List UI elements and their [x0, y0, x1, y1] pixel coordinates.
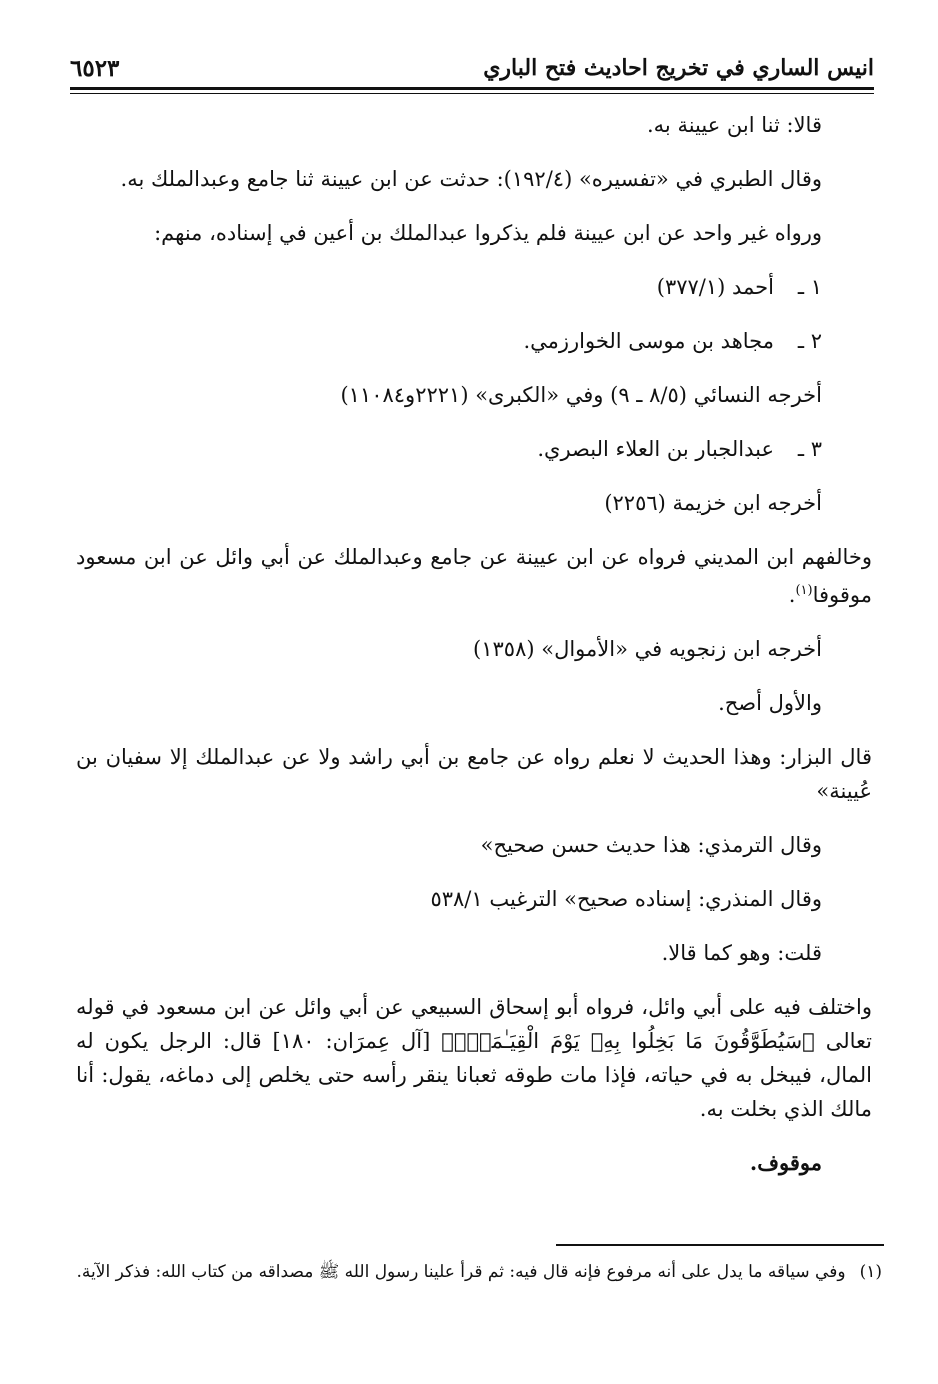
paragraph-text: وخالفهم ابن المديني فرواه عن ابن عيينة عن جامع وعبدالملك عن أبي وائل عن ابن مسعود موقوفا [76, 545, 872, 607]
paragraph-end: . [788, 583, 796, 607]
item-text: أحمد (٣٧٧/١) [656, 275, 774, 299]
footnote-reference[interactable]: (١) [795, 583, 813, 598]
item-number: ١ ـ [797, 275, 822, 299]
page-header [70, 50, 874, 86]
paragraph: قالا: ثنا ابن عيينة به. [646, 113, 822, 137]
main-text [76, 108, 872, 1200]
paragraph: واختلف فيه على أبي وائل، فرواه أبو إسحاق السبيعي عن أبي وائل عن ابن مسعود في قوله تعالى ﴿سَيُطَوَّقُونَ مَا بَخِلُوا بِهِۦ يَوْمَ الْقِيَـٰمَةِۗ﴾ [آل عِمرَان: ١٨٠] قال: الرجل يكون له المال، فيبخل به في حياته، فإذا مات طوقه ثعبانا ينقر رأسه حتى يخلص إلى دماغه، يقول: أنا مالك الذي بخلت به. [76, 995, 872, 1121]
paragraph: قلت: وهو كما قالا. [661, 941, 822, 965]
item-text: مجاهد بن موسى الخوارزمي. [523, 329, 774, 353]
paragraph: والأول أصح. [718, 691, 822, 715]
item-text: أخرجه ابن خزيمة (٢٢٥٦) [604, 491, 822, 515]
list-item [76, 324, 872, 358]
list-item [76, 270, 872, 304]
list-item [76, 486, 872, 520]
item-number: ٢ ـ [797, 329, 822, 353]
footnote-rule [556, 1244, 884, 1246]
paragraph: ورواه غير واحد عن ابن عيينة فلم يذكروا عبدالملك بن أعين في إسناده، منهم: [154, 221, 822, 245]
item-text: عبدالجبار بن العلاء البصري. [537, 437, 774, 461]
list-item [76, 378, 872, 412]
paragraph [76, 540, 872, 612]
header-rule-thick [70, 87, 874, 90]
header-rule-thin [70, 93, 874, 94]
paragraph: موقوف. [749, 1150, 822, 1175]
footnote-mark: (١) [859, 1262, 882, 1282]
list-item [76, 432, 872, 466]
item-number: ٣ ـ [797, 437, 822, 461]
running-title: انيس الساري في تخريج احاديث فتح الباري [483, 55, 874, 81]
paragraph: أخرجه ابن زنجويه في «الأموال» (١٣٥٨) [473, 637, 822, 661]
paragraph: وقال الترمذي: هذا حديث حسن صحيح» [480, 833, 822, 857]
footnote [72, 1258, 882, 1286]
paragraph: وقال الطبري في «تفسيره» (١٩٢/٤): حدثت عن ابن عيينة ثنا جامع وعبدالملك به. [120, 167, 822, 191]
page-number: ٦٥٢٣ [70, 54, 120, 82]
footnote-text: وفي سياقه ما يدل على أنه مرفوع فإنه قال فيه: ثم قرأ علينا رسول الله ﷺ مصداقه من كتاب الله: فذكر الآية. [76, 1262, 846, 1282]
paragraph: وقال المنذري: إسناده صحيح» الترغيب ٥٣٨/١ [430, 887, 822, 911]
paragraph: قال البزار: وهذا الحديث لا نعلم رواه عن جامع بن أبي راشد ولا عن عبدالملك إلا سفيان بن عُيينة» [76, 745, 872, 803]
item-text: أخرجه النسائي (٨/٥ ـ ٩) وفي «الكبرى» (٢٢٢١و١١٠٨٤) [340, 383, 822, 407]
